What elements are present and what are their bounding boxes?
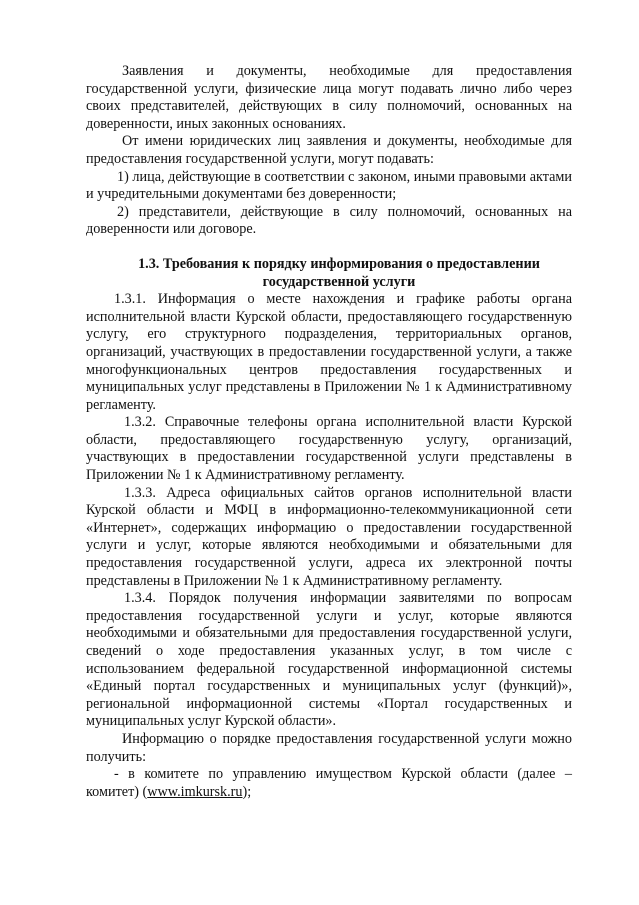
paragraph: Информацию о порядке предоставления государственной услуги можно получить: xyxy=(86,730,572,765)
website-link[interactable]: www.imkursk.ru xyxy=(147,783,243,800)
section-heading: 1.3. Требования к порядку информирования о предоставлении государственной услуги xyxy=(138,255,540,290)
paragraph: От имени юридических лиц заявления и документы, необходимые для предоставления государственной услуги, могут подавать: xyxy=(86,133,572,167)
list-item-text: - в комитете по управлению имуществом Курской области (далее – комитет) ( xyxy=(86,766,572,800)
paragraph: Заявления и документы, необходимые для предоставления государственной услуги, физические лица могут подавать лично либо через своих представителей, действующих в силу полномочий, основанных на доверенности, иных законных основаниях. xyxy=(86,63,572,132)
paragraph: 1.3.2. Справочные телефоны органа исполнительной власти Курской области, предоставляющего государственную услугу, организаций, участвующих в предоставлении государственной услуги представлены в Приложении № 1 к Административному регламенту. xyxy=(86,414,572,484)
spacer xyxy=(86,239,572,256)
paragraph: 1.3.3. Адреса официальных сайтов органов исполнительной власти Курской области и МФЦ в информационно-телекоммуникационной сети «Интернет», содержащих информацию о предоставлении государственной услуги и услуг, которые являются необходимыми и обязательными для предоставления государственной услуги, адреса их электронной почты представлены в Приложении № 1 к Административному регламенту. xyxy=(86,484,572,589)
paragraph: 1.3.4. Порядок получения информации заявителями по вопросам предоставления государственной услуги и услуг, которые являются необходимыми и обязательными для предоставления государственной услуги, сведений о ходе предоставления указанных услуг, в том числе с использованием федеральной государственной информационной системы «Единый портал государственных и муниципальных услуг (функций)», региональной информационной системы «Портал государственных и муниципальных услуг Курской области». xyxy=(86,590,572,730)
list-item: 1) лица, действующие в соответствии с законом, иными правовыми актами и учредительными документами без доверенности; xyxy=(86,168,572,203)
paragraph: 1.3.1. Информация о месте нахождения и графике работы органа исполнительной власти Курской области, предоставляющего государственную услугу, его структурного подразделения, территориальных органов, организаций, участвующих в предоставлении государственной услуги, а также многофункциональных центров предоставления государственных и муниципальных услуг представлены в Приложении № 1 к Административному регламенту. xyxy=(86,291,572,413)
list-item-text-end: ); xyxy=(242,783,252,800)
document-body xyxy=(86,63,572,801)
list-item: 2) представители, действующие в силу полномочий, основанных на доверенности или договоре. xyxy=(86,203,572,238)
list-item xyxy=(86,766,572,801)
